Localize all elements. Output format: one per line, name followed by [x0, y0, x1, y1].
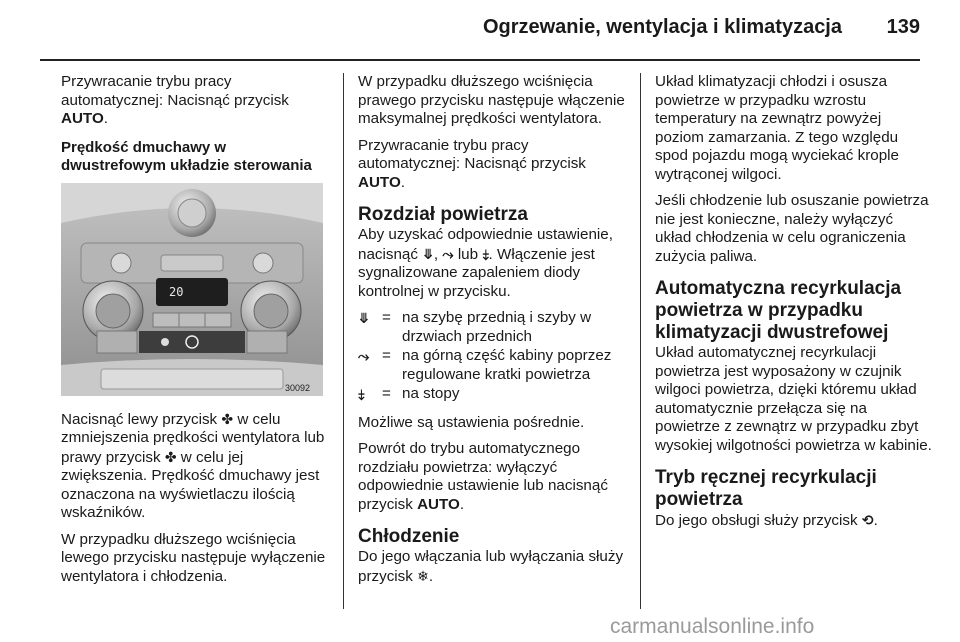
control-panel-photo	[61, 183, 323, 396]
legend-row-face: ⤳ = na górną część kabiny poprzez regulowane kratki powietrza	[358, 347, 612, 383]
foot-air-icon: ⤈	[482, 245, 489, 262]
header-rule	[40, 59, 920, 61]
recirculation-icon: ⟲	[861, 512, 874, 528]
col1-paragraph-2: Nacisnąć lewy przycisk ✤ w celu zmniejszenia prędkości wentylatora lub prawy przycisk ✤ w celu jej zwiększenia. Prędkość dmuchawy jest oznaczona na wyświetlaczu ilością wskaźników.	[61, 410, 325, 521]
col2-paragraph-4: Możliwe są ustawienia pośrednie.	[358, 413, 585, 431]
legend-row-windscreen: ⤋ = na szybę przednią i szyby w drzwiach przednich	[358, 309, 592, 345]
page-number: 139	[886, 16, 920, 38]
windscreen-air-icon: ⤋	[358, 310, 370, 326]
face-air-icon: ⤳	[358, 348, 370, 364]
col3-paragraph-4: Do jego obsługi służy przycisk ⟲.	[655, 512, 878, 529]
cooling-heading: Chłodzenie	[358, 526, 460, 547]
display-temperature: 20	[169, 284, 184, 299]
legend-row-foot: ⤈ = na stopy	[358, 385, 460, 402]
column-divider-2	[640, 73, 641, 609]
col2-paragraph-6: Do jego włączania lub wyłączania służy przycisk ❄.	[358, 548, 624, 585]
column-1	[61, 73, 331, 594]
column-2	[358, 73, 630, 594]
col3-paragraph-1: Układ klimatyzacji chłodzi i osusza powietrze w przypadku wzrostu temperatury na zewnątrz powyżej poziom zamarzania. Z tego względu spod pojazdu mogą wyciekać krople wytrąconej wilgoci.	[655, 73, 899, 183]
column-divider-1	[343, 73, 344, 609]
column-3	[655, 73, 933, 539]
fan-icon: ✤	[221, 410, 234, 427]
col1-paragraph-1: Przywracanie trybu pracy automatycznej: Nacisnąć przycisk AUTO.	[61, 73, 289, 127]
col1-paragraph-3: W przypadku dłuższego wciśnięcia lewego przycisku następuje wyłączenie wentylatora i chłodzenia.	[61, 530, 326, 585]
header-title: Ogrzewanie, wentylacja i klimatyzacja	[482, 16, 842, 38]
windscreen-air-icon: ⤋	[422, 245, 434, 262]
fan-icon: ✤	[164, 448, 177, 465]
manual-recirculation-heading: Tryb ręcznej recyrkulacji powietrza	[655, 467, 877, 510]
col2-paragraph-2: Przywracanie trybu pracy automatycznej: Nacisnąć przycisk AUTO.	[358, 136, 586, 191]
col3-paragraph-3: Układ automatycznej recyrkulacji powietrza jest wyposażony w czujnik wilgoci powietrza, dzięki któremu układ automatycznie przełącza się na powietrze z zewnątrz w przypadku zbyt wysokiej wilgotności powietrza w kabinie.	[655, 344, 932, 454]
col2-paragraph-1: W przypadku dłuższego wciśnięcia prawego przycisku następuje włączenie maksymalnej prędkości wentylatora.	[358, 73, 625, 127]
snowflake-icon: ❄	[417, 567, 429, 584]
col2-paragraph-3: Aby uzyskać odpowiednie ustawienie, nacisnąć ⤋, ⤳ lub ⤈. Włączenie jest sygnalizowane zapaleniem diody kontrolnej w przycisku.	[358, 226, 613, 300]
figure-code: 30092	[285, 382, 311, 393]
face-air-icon: ⤳	[442, 245, 454, 262]
col2-paragraph-5: Powrót do trybu automatycznego rozdziału powietrza: wyłączyć odpowiednie ustawienie lub nacisnąć przycisk AUTO.	[358, 440, 608, 513]
watermark: carmanualsonline.info	[610, 615, 815, 638]
air-distribution-heading: Rozdział powietrza	[358, 204, 528, 225]
foot-air-icon: ⤈	[358, 386, 365, 402]
auto-recirculation-heading: Automatyczna recyrkulacja powietrza w przypadku klimatyzacji dwustrefowej	[655, 278, 902, 343]
blower-speed-heading: Prędkość dmuchawy w dwustrefowym układzie sterowania	[61, 138, 312, 174]
col3-paragraph-2: Jeśli chłodzenie lub osuszanie powietrza nie jest konieczne, należy wyłączyć układ chłodzenia w celu ograniczenia zużycia paliwa.	[655, 192, 929, 265]
